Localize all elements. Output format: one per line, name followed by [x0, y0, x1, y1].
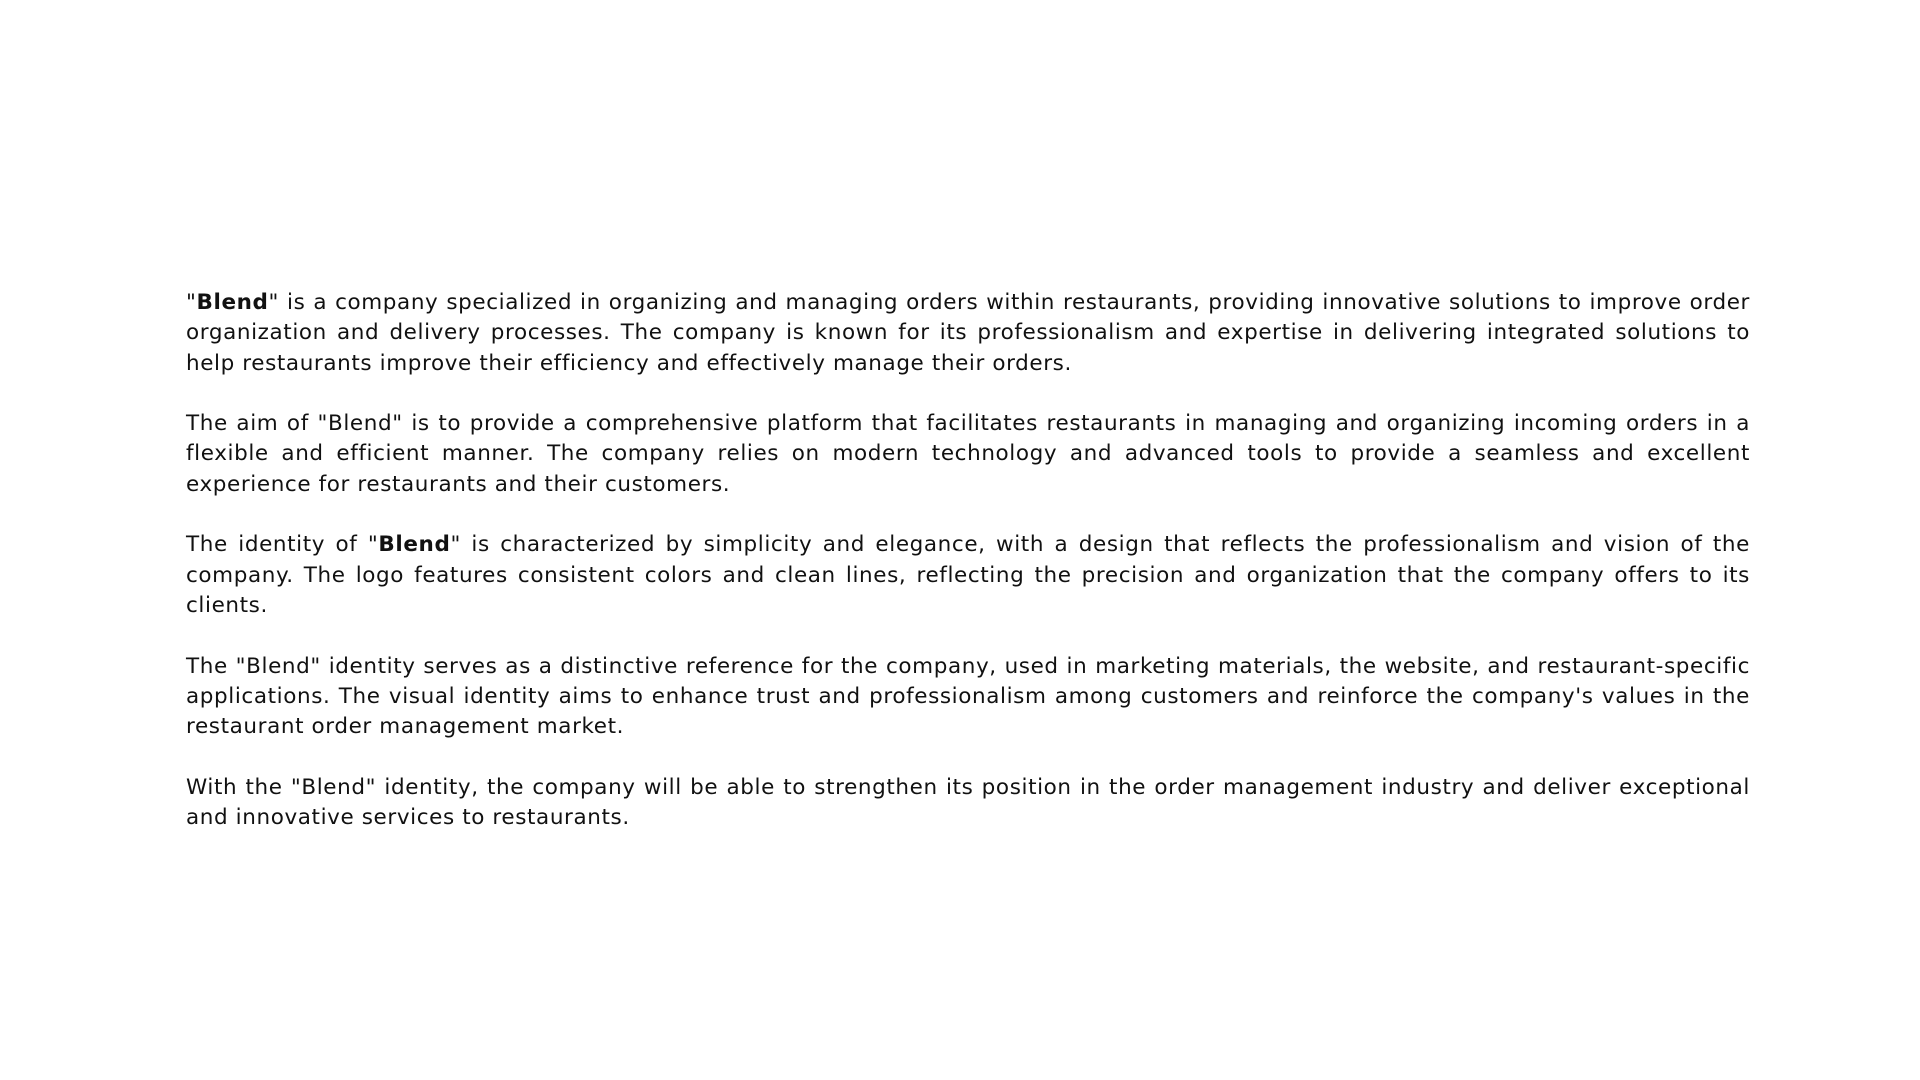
paragraph-aim: The aim of "Blend" is to provide a comprehensive platform that facilitates restaurants in managing and organizing incoming orders in a flexible and efficient manner. The company relies on modern technology and advanced tools to provide a seamless and excellent experience for restaurants and their customers. [186, 411, 1750, 497]
paragraph-conclusion: With the "Blend" identity, the company will be able to strengthen its position in the order management industry and deliver exceptional and innovative services to restaurants. [186, 774, 1750, 831]
quote-close: " [268, 290, 280, 315]
paragraph-identity-text-before: The identity of " [186, 532, 379, 558]
paragraph-reference: The "Blend" identity serves as a distinctive reference for the company, used in marketing materials, the website, and restaurant-specific applications. The visual identity aims to enhance trust and professionalism among customers and reinforce the company's values in the restaurant order management market. [186, 653, 1750, 740]
paragraph-identity-text-after: " is characterized by simplicity and elegance, with a design that reflects the professionalism and vision of the company. The logo features consistent colors and clean lines, reflecting the precision and organization that the company offers to its clients. [186, 532, 1750, 618]
paragraph-intro [186, 288, 1750, 379]
brand-name: Blend [196, 290, 269, 315]
quote-open: " [186, 290, 197, 315]
paragraph-intro-text: is a company specialized in organizing and managing orders within restaurants, providing innovative solutions to improve order organization and delivery processes. The company is known for its professionalism and expertise in delivering integrated solutions to help restaurants improve their efficiency and effectively manage their orders. [186, 290, 1750, 376]
paragraph-identity [186, 530, 1750, 621]
brand-name: Blend [378, 532, 451, 558]
body-text [186, 288, 1750, 833]
